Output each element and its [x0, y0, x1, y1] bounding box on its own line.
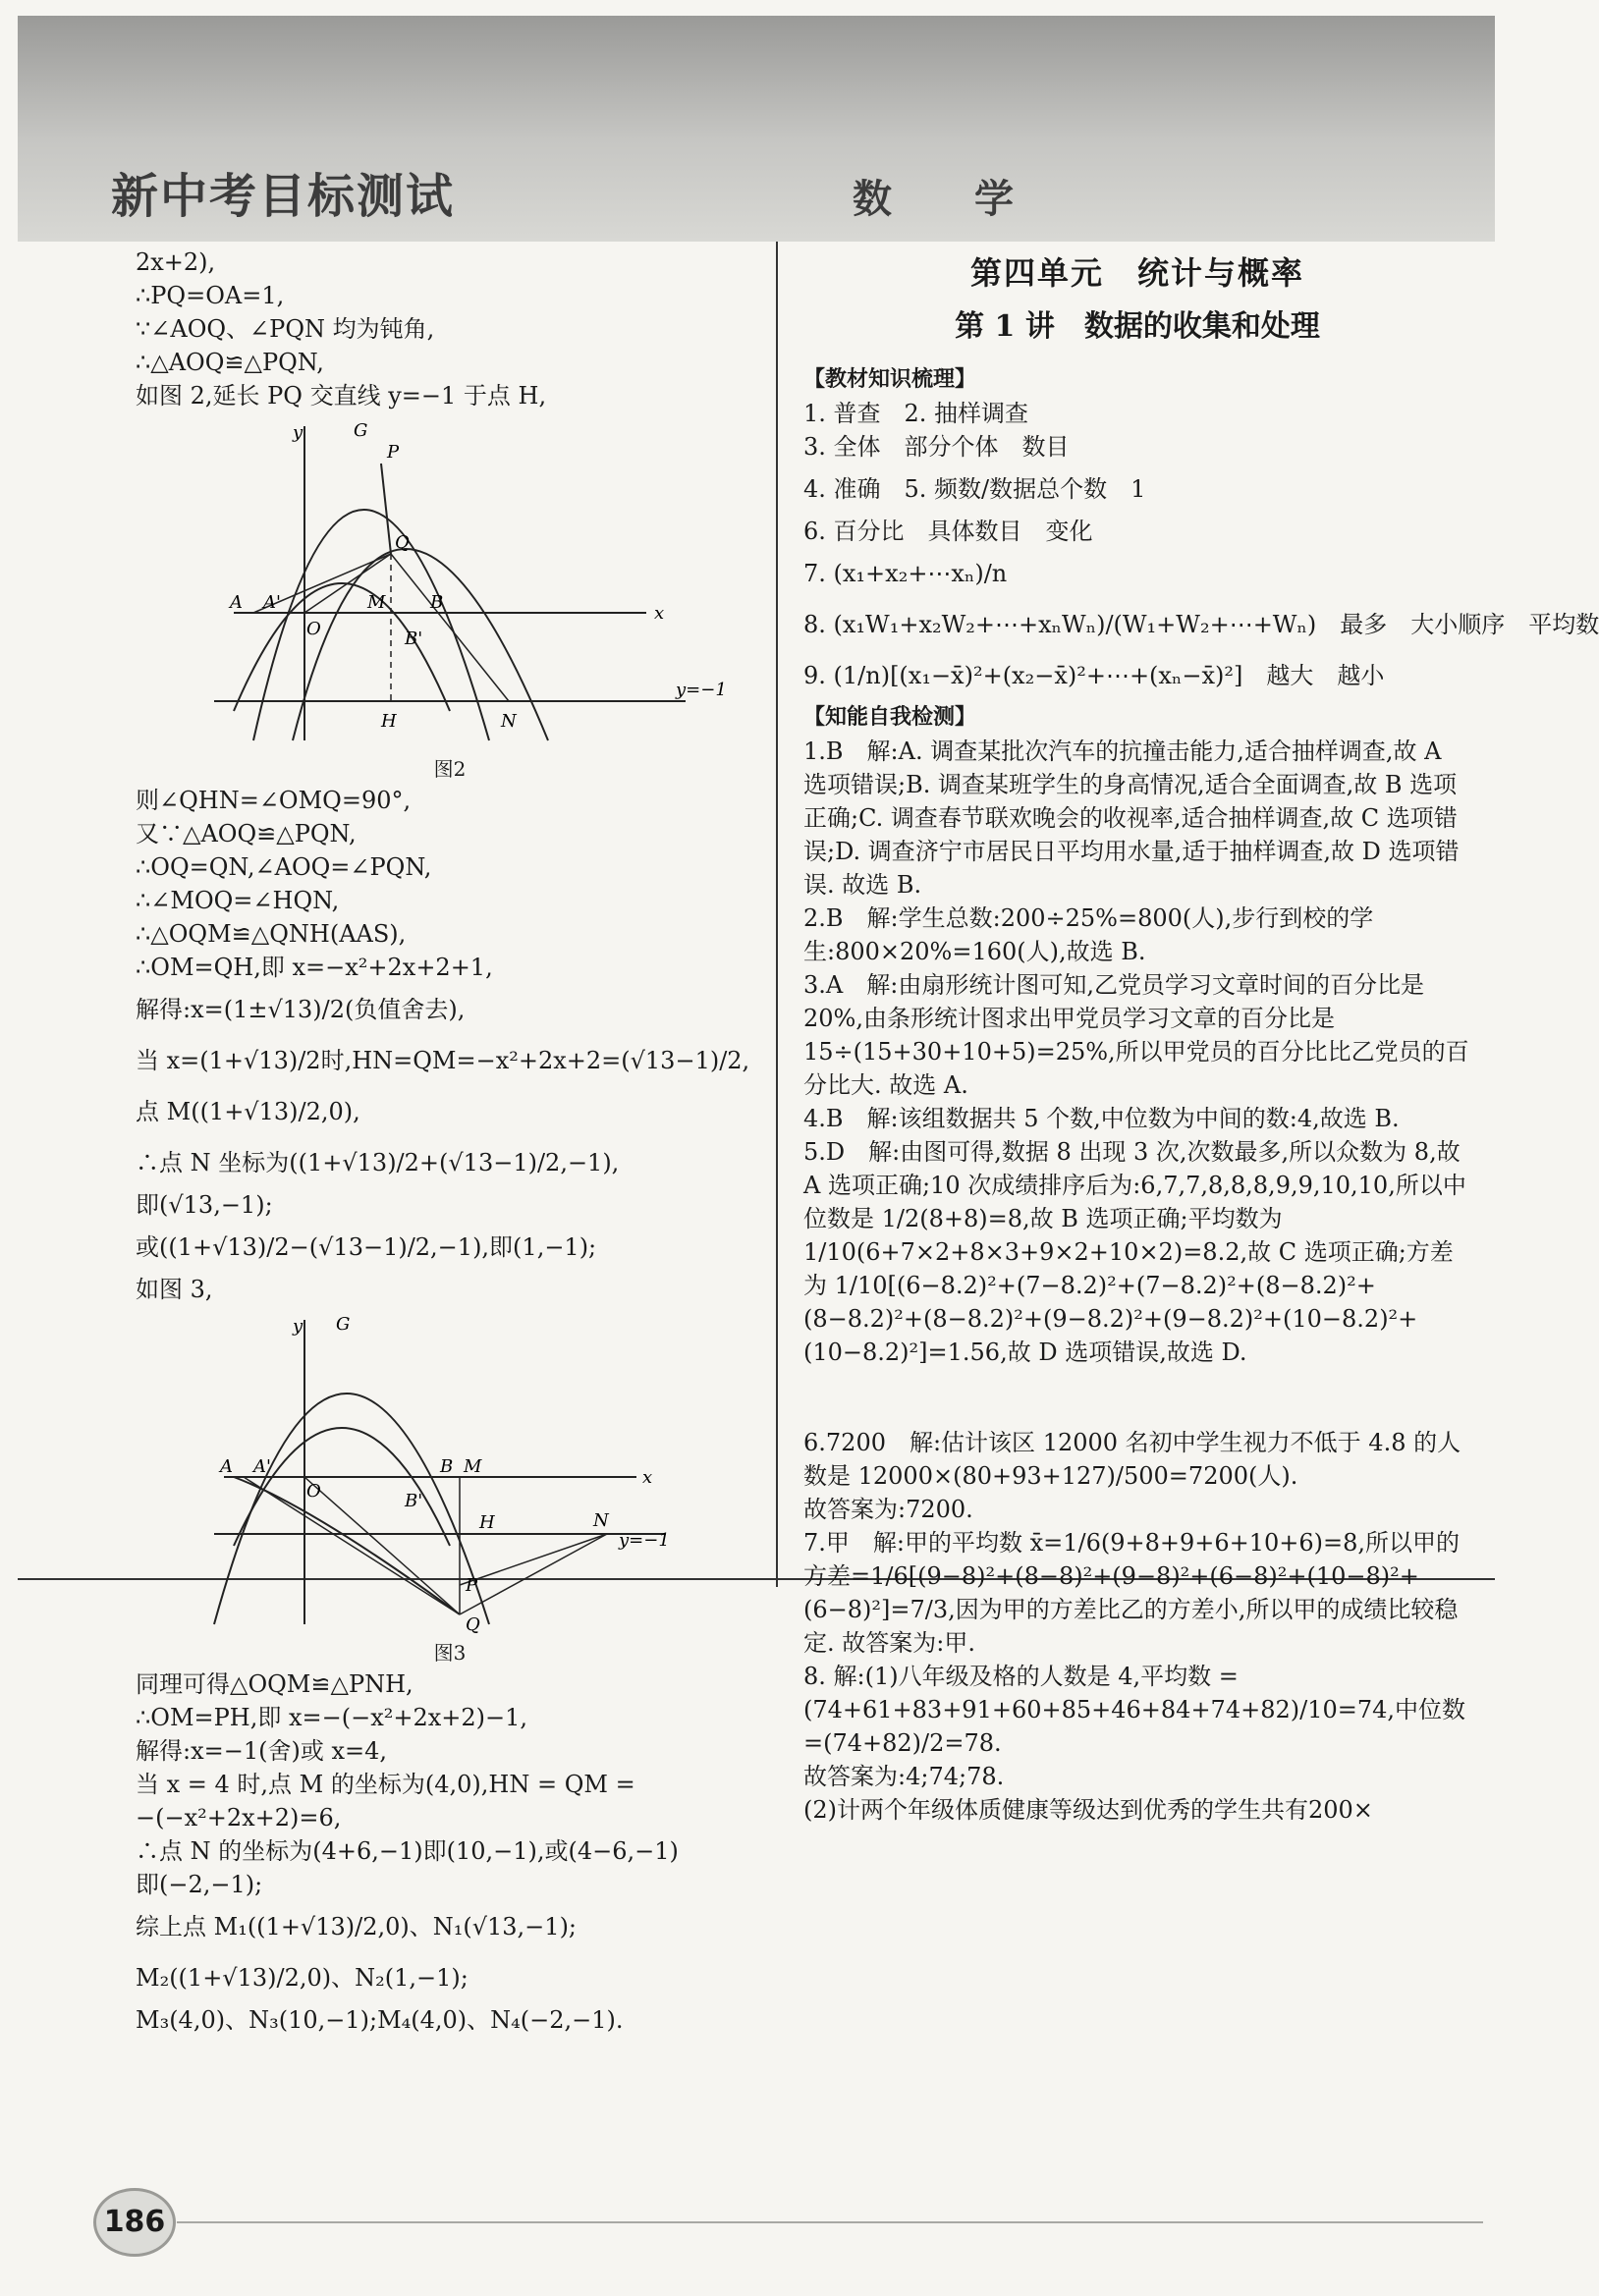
answer-item: 2.B 解:学生总数:200÷25%=800(人),步行到校的学生:800×20%=160(人),故选 B.	[803, 904, 1374, 965]
column-divider	[776, 242, 778, 1587]
footer-line	[177, 2221, 1483, 2223]
section-heading: 【教材知识梳理】	[803, 367, 977, 392]
text-line: 即(√13,−1);	[136, 1191, 273, 1219]
label-x: x	[654, 603, 665, 624]
label-n: N	[501, 711, 517, 732]
label-q: Q	[466, 1614, 480, 1635]
segment-pq	[381, 464, 391, 554]
book-title: 新中考目标测试	[111, 169, 456, 224]
label-p: P	[466, 1575, 478, 1596]
label-a-prime: A'	[253, 1456, 271, 1477]
page-number: 186	[93, 2188, 176, 2257]
text-line: ∴OM=PH,即 x=−(−x²+2x+2)−1,	[136, 1704, 528, 1731]
knowledge-item: 8. (x₁W₁+x₂W₂+⋯+xₙWₙ)/(W₁+W₂+⋯+Wₙ) 最多 大小顺序 平均数	[803, 611, 1599, 638]
knowledge-item: 3. 全体 部分个体 数目	[803, 433, 1070, 461]
label-m: M	[367, 592, 386, 613]
label-n: N	[593, 1510, 609, 1531]
knowledge-item: 1. 普查 2. 抽样调查	[803, 400, 1029, 427]
label-b: B	[430, 592, 444, 613]
text-line: ∴PQ=OA=1,	[136, 282, 285, 309]
answer-item: 3.A 解:由扇形统计图可知,乙党员学习文章时间的百分比是 20%,由条形统计图求出甲党员学习文章的百分比是 15÷(15+30+10+5)=25%,所以甲党员的百分比比乙党员的百分比大. 故选 A.	[803, 971, 1469, 1099]
text-line: 综上点 M₁((1+√13)/2,0)、N₁(√13,−1);	[136, 1913, 578, 1941]
text-line: 当 x=(1+√13)/2时,HN=QM=−x²+2x+2=(√13−1)/2,	[136, 1047, 750, 1074]
text-line: 又∵△AOQ≌△PQN,	[136, 820, 357, 847]
text-line: M₃(4,0)、N₃(10,−1);M₄(4,0)、N₄(−2,−1).	[136, 2006, 624, 2034]
text-line: ∴△OQM≌△QNH(AAS),	[136, 920, 407, 948]
text-line: ∴点 N 坐标为((1+√13)/2+(√13−1)/2,−1),	[136, 1149, 620, 1176]
text-line: 或((1+√13)/2−(√13−1)/2,−1),即(1,−1);	[136, 1233, 597, 1261]
label-a: A	[230, 592, 243, 613]
answer-item: 8. 解:(1)八年级及格的人数是 4,平均数 =(74+61+83+91+60+85+46+84+74+82)/10=74,中位数=(74+82)/2=78.	[803, 1663, 1466, 1757]
answer-item: (2)计两个年级体质健康等级达到优秀的学生共有200×	[803, 1796, 1373, 1824]
text-line: −(−x²+2x+2)=6,	[136, 1804, 342, 1831]
label-b: B	[440, 1456, 454, 1477]
label-g: G	[336, 1314, 351, 1335]
right-column	[803, 246, 1599, 1827]
label-o: O	[306, 619, 321, 639]
text-line: 即(−2,−1);	[136, 1871, 263, 1898]
label-o: O	[306, 1481, 321, 1502]
text-line: 2x+2),	[136, 248, 216, 276]
segment-pn	[460, 1534, 607, 1585]
label-y: y	[293, 422, 303, 443]
segment-qn	[391, 554, 509, 701]
figure-3-caption: 图3	[433, 1641, 467, 1665]
answer-item: 4.B 解:该组数据共 5 个数,中位数为中间的数:4,故选 B.	[803, 1105, 1400, 1132]
answer-item: 5.D 解:由图可得,数据 8 出现 3 次,次数最多,所以众数为 8,故 A 选项正确;10 次成绩排序后为:6,7,7,8,8,8,9,9,10,10,所以中位数是 1/2(8+8)=8,故 B 选项正确;平均数为 1/10(6+7×2+8×3+9×2+10×2)=8.2,故 C 选项正确;方差为 1/10[(6−8.2)²+(7−8.2)²+(7−8.2)²+(8−8.2)²+(8−8.2)²+(8−8.2)²+(9−8.2)²+(9−8.2)²+(10−8.2)²+(10−8.2)²]=1.56,故 D 选项错误,故选 D.	[803, 1138, 1466, 1366]
subject-title: 数 学	[853, 177, 1035, 222]
answer-item: 故答案为:4;74;78.	[803, 1763, 1005, 1790]
unit-title: 第四单元 统计与概率	[969, 254, 1304, 292]
label-a: A	[220, 1456, 233, 1477]
text-line: ∵∠AOQ、∠PQN 均为钝角,	[136, 315, 435, 343]
answer-item: 1.B 解:A. 调查某批次汽车的抗撞击能力,适合抽样调查,故 A 选项错误;B. 调查某班学生的身高情况,适合全面调查,故 B 选项正确;C. 调查春节联欢晚会的收视率,适合抽样调查,故 C 选项错误;D. 调查济宁市居民日平均用水量,适于抽样调查,故 D 选项错误. 故选 B.	[803, 738, 1460, 899]
label-p: P	[387, 442, 400, 463]
text-line: 当 x = 4 时,点 M 的坐标为(4,0),HN = QM =	[136, 1771, 635, 1798]
label-y: y	[293, 1316, 303, 1337]
label-q: Q	[395, 532, 410, 553]
text-line: 解得:x=(1±√13)/2(负值舍去),	[136, 996, 466, 1023]
label-g: G	[354, 420, 368, 441]
label-line: y=−1	[619, 1530, 670, 1551]
text-line: 同理可得△OQM≌△PNH,	[136, 1670, 414, 1698]
parabola-inner	[234, 1428, 450, 1546]
segment-oq	[304, 1477, 460, 1614]
figure-3	[194, 1310, 744, 1634]
lesson-title: 第 1 讲 数据的收集和处理	[955, 309, 1320, 344]
label-h: H	[381, 711, 397, 732]
parabola-outer	[253, 510, 489, 740]
text-line: M₂((1+√13)/2,0)、N₂(1,−1);	[136, 1964, 469, 1992]
text-line: 则∠QHN=∠OMQ=90°,	[136, 787, 412, 814]
knowledge-item: 7. (x₁+x₂+⋯xₙ)/n	[803, 560, 1008, 587]
text-line: ∴∠MOQ=∠HQN,	[136, 887, 340, 914]
answer-item: 故答案为:7200.	[803, 1496, 973, 1523]
text-line: 如图 3,	[136, 1276, 213, 1303]
text-line: 解得:x=−1(舍)或 x=4,	[136, 1737, 388, 1765]
left-column	[136, 246, 764, 2037]
answer-item: 7.甲 解:甲的平均数 x̄=1/6(9+8+9+6+10+6)=8,所以甲的方差=1/6[(9−8)²+(8−8)²+(9−8)²+(6−8)²+(10−8)²+(6−8)²]=7/3,因为甲的方差比乙的方差小,所以甲的成绩比较稳定. 故答案为:甲.	[803, 1529, 1461, 1657]
segment-qn	[460, 1534, 607, 1614]
figure-2-caption: 图2	[433, 757, 467, 781]
figure-2	[194, 416, 744, 750]
text-line: ∴OM=QH,即 x=−x²+2x+2+1,	[136, 954, 493, 981]
text-line: ∴△AOQ≌△PQN,	[136, 349, 324, 376]
page-header	[18, 16, 1495, 242]
knowledge-item: 9. (1/n)[(x₁−x̄)²+(x₂−x̄)²+⋯+(xₙ−x̄)²] 越大 越小	[803, 662, 1385, 689]
text-line: ∴点 N 的坐标为(4+6,−1)即(10,−1),或(4−6,−1)	[136, 1837, 679, 1865]
label-b-prime: B'	[405, 1491, 423, 1511]
label-line: y=−1	[676, 680, 727, 700]
label-a-prime: A'	[263, 592, 281, 613]
answer-item: 6.7200 解:估计该区 12000 名初中学生视力不低于 4.8 的人数是 12000×(80+93+127)/500=7200(人).	[803, 1429, 1461, 1490]
segment-aq	[244, 1477, 460, 1614]
label-b-prime: B'	[405, 629, 423, 649]
label-x: x	[642, 1467, 653, 1488]
knowledge-item: 6. 百分比 具体数目 变化	[803, 518, 1093, 545]
text-line: 如图 2,延长 PQ 交直线 y=−1 于点 H,	[136, 382, 547, 410]
text-line: ∴OQ=QN,∠AOQ=∠PQN,	[136, 853, 432, 881]
knowledge-item: 4. 准确 5. 频数/数据总个数 1	[803, 475, 1146, 503]
text-line: 点 M((1+√13)/2,0),	[136, 1098, 360, 1125]
label-h: H	[479, 1512, 495, 1533]
section-heading: 【知能自我检测】	[803, 705, 977, 730]
label-m: M	[464, 1456, 482, 1477]
